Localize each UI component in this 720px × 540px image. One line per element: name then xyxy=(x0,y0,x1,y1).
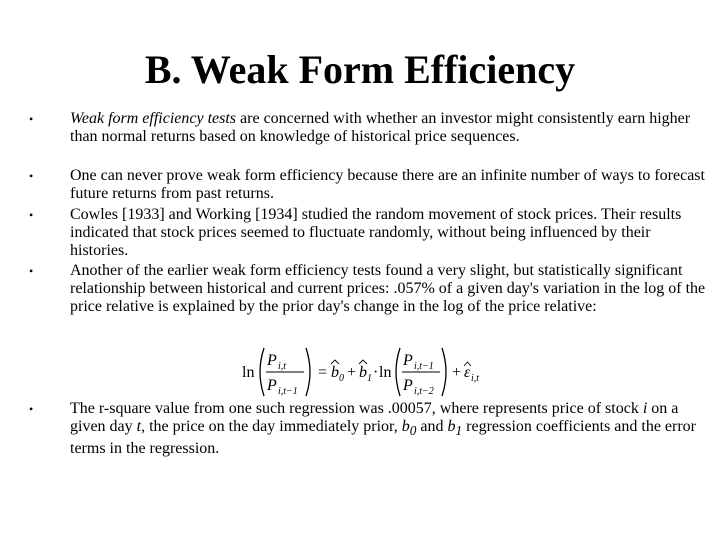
bullet-lead-italic: Weak form efficiency tests xyxy=(70,110,237,127)
svg-text:i,t−2: i,t−2 xyxy=(414,386,434,397)
svg-text:=: = xyxy=(318,364,328,381)
svg-text:+: + xyxy=(347,364,357,381)
bullet-text: Another of the earlier weak form efficiency tests found a very slight, but statistically significant relationship between historical and current prices: .057% of a given day's variation in the log of the price relative is explained by the prior day's change in the log of the price relative: xyxy=(70,262,706,315)
svg-text:b: b xyxy=(359,364,367,381)
svg-text:i,t: i,t xyxy=(278,361,287,372)
svg-text:1: 1 xyxy=(367,373,372,384)
svg-text:ε: ε xyxy=(464,364,471,381)
svg-text:b: b xyxy=(331,364,339,381)
formula-p-numerator: P xyxy=(267,352,277,369)
svg-text:i,t−1: i,t−1 xyxy=(278,386,298,397)
svg-text:P: P xyxy=(403,352,413,369)
bullet-icon: • xyxy=(29,169,34,183)
svg-text:i,t−1: i,t−1 xyxy=(414,361,434,372)
svg-text:·: · xyxy=(373,364,379,381)
regression-formula xyxy=(236,340,486,404)
bullet-icon: • xyxy=(29,402,34,416)
svg-text:0: 0 xyxy=(339,373,344,384)
bullet-text: The r-square value from one such regression was .00057, where represents price of stock i on a given day t, the price on the day immediately prior, $b_0$ and $b_1$ regression coefficients and the error terms in the regression. xyxy=(70,400,696,458)
bullet-text: One can never prove weak form efficiency because there are an infinite number of ways to forecast future returns from past returns. xyxy=(70,167,705,202)
svg-text:i,t: i,t xyxy=(471,373,480,384)
svg-text:P: P xyxy=(403,377,413,394)
bullet-text: Cowles [1933] and Working [1934] studied the random movement of stock prices. Their results indicated that stock prices seemed to fluctuate randomly, without being influenced by their histories. xyxy=(70,206,682,259)
bullet-icon: • xyxy=(29,208,34,222)
formula-ln: ln xyxy=(242,364,255,381)
formula-p-denominator: P xyxy=(267,377,277,394)
svg-text:+: + xyxy=(452,364,462,381)
bullet-icon: • xyxy=(29,264,34,278)
slide-title: B. Weak Form Efficiency xyxy=(144,47,576,92)
svg-text:ln: ln xyxy=(379,364,392,381)
bullet-icon: • xyxy=(29,112,34,126)
bullet-text: Weak form efficiency tests are concerned with whether an investor might consistently earn higher than normal returns based on knowledge of historical price sequences. xyxy=(70,110,691,145)
